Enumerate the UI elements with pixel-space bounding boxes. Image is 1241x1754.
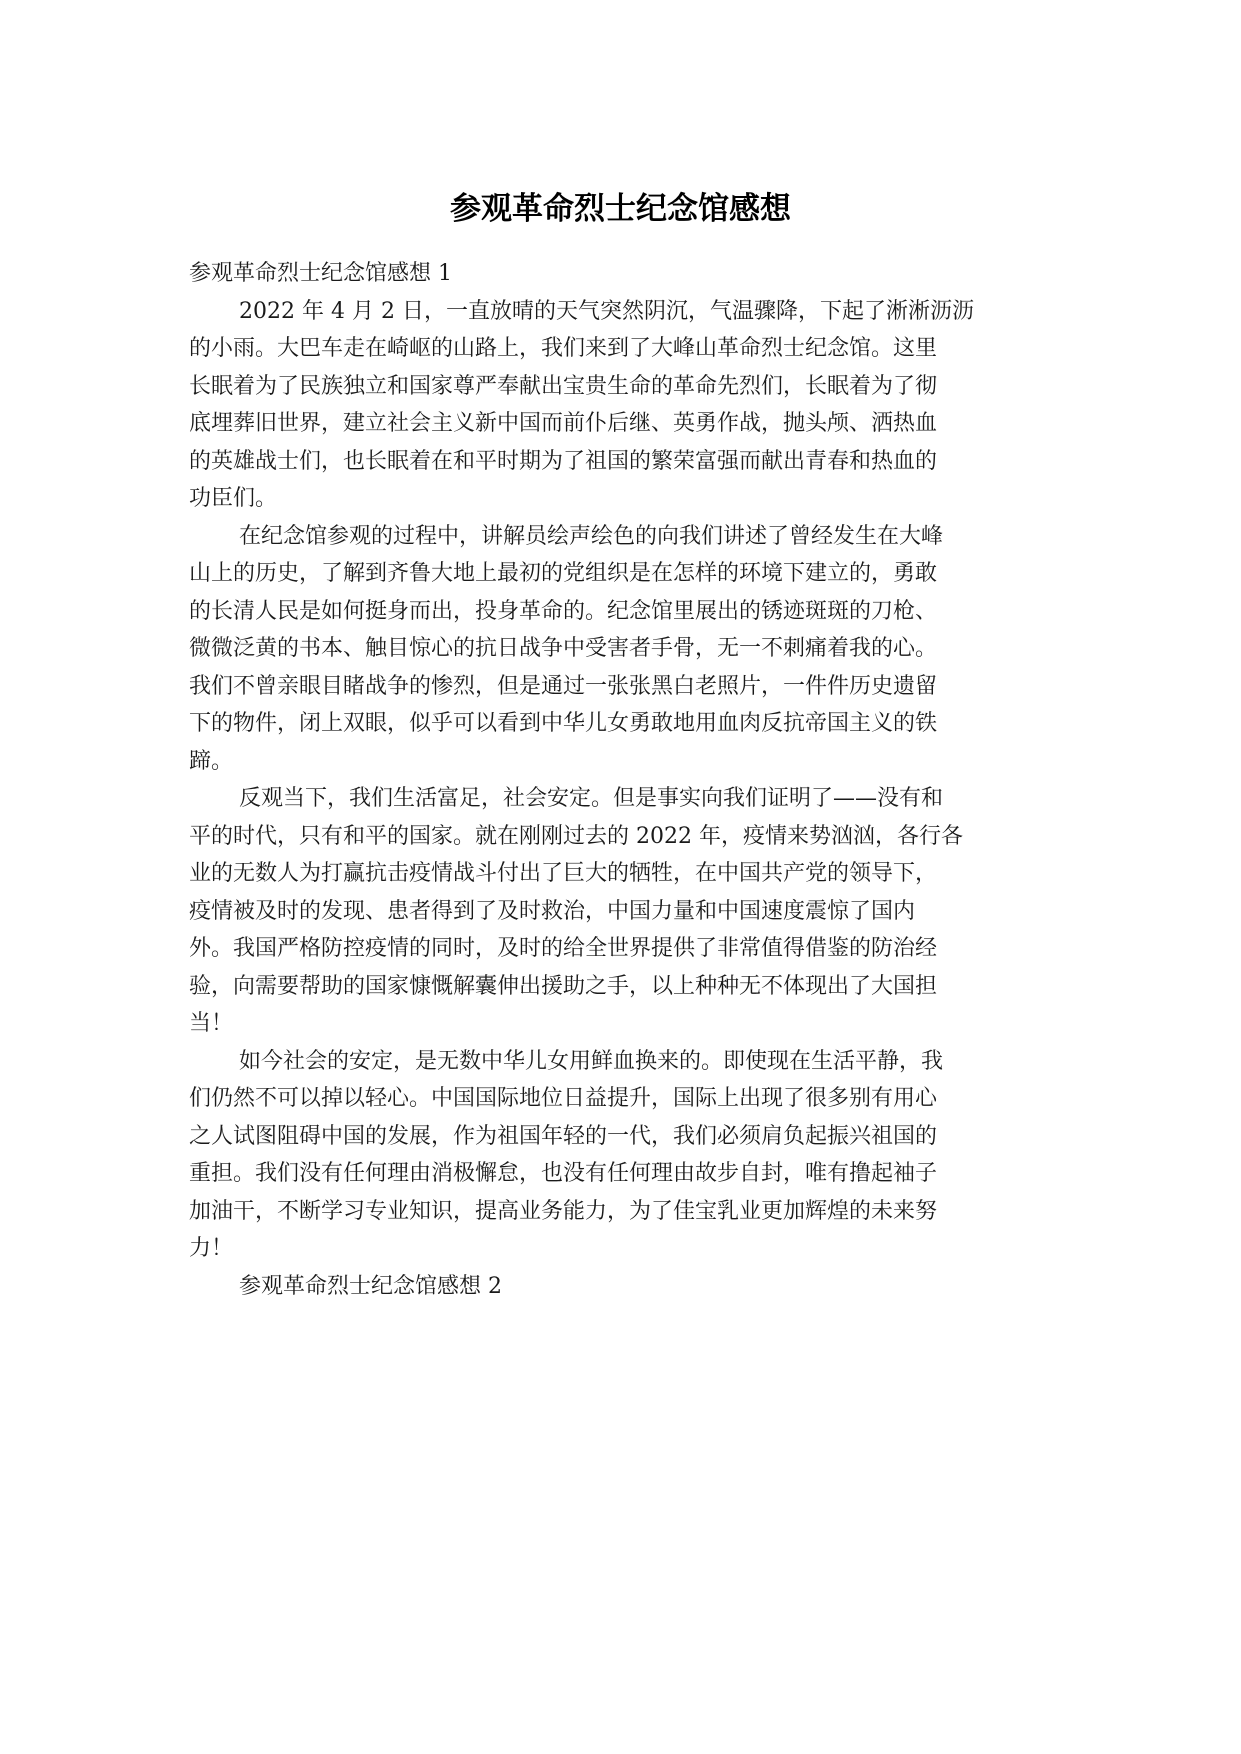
paragraph-1 bbox=[189, 293, 1053, 518]
paragraph-line: 功臣们。 bbox=[189, 486, 278, 511]
section-heading-2: 参观革命烈士纪念馆感想 2 bbox=[239, 1273, 502, 1299]
paragraph-line: 力！ bbox=[189, 1236, 234, 1261]
paragraph-line: 重担。我们没有任何理由消极懈怠，也没有任何理由故步自封，唯有撸起袖子 bbox=[189, 1161, 938, 1186]
document-body bbox=[189, 255, 1053, 1305]
paragraph-line: 长眠着为了民族独立和国家尊严奉献出宝贵生命的革命先烈们，长眠着为了彻 bbox=[189, 373, 938, 399]
paragraph-line: 之人试图阻碍中国的发展，作为祖国年轻的一代，我们必须肩负起振兴祖国的 bbox=[189, 1123, 938, 1149]
section-heading-1: 参观革命烈士纪念馆感想 1 bbox=[189, 261, 452, 286]
paragraph-line: 当！ bbox=[189, 1011, 234, 1036]
paragraph-line: 验，向需要帮助的国家慷慨解囊伸出援助之手，以上种种无不体现出了大国担 bbox=[189, 973, 938, 999]
paragraph-line: 底埋葬旧世界，建立社会主义新中国而前仆后继、英勇作战，抛头颅、洒热血 bbox=[189, 411, 938, 436]
paragraph-3 bbox=[189, 780, 1053, 1043]
paragraph-4 bbox=[189, 1043, 1053, 1268]
paragraph-line: 们仍然不可以掉以轻心。中国国际地位日益提升，国际上出现了很多别有用心 bbox=[189, 1086, 938, 1111]
paragraph-line: 微微泛黄的书本、触目惊心的抗日战争中受害者手骨，无一不刺痛着我的心。 bbox=[189, 636, 938, 661]
paragraph-line: 的小雨。大巴车走在崎岖的山路上，我们来到了大峰山革命烈士纪念馆。这里 bbox=[189, 336, 938, 361]
paragraph-line: 的英雄战士们，也长眠着在和平时期为了祖国的繁荣富强而献出青春和热血的 bbox=[189, 448, 938, 474]
paragraph-2 bbox=[189, 518, 1053, 781]
paragraph-line: 外。我国严格防控疫情的同时，及时的给全世界提供了非常值得借鉴的防治经 bbox=[189, 936, 938, 961]
paragraph-line: 如今社会的安定，是无数中华儿女用鲜血换来的。即使现在生活平静，我 bbox=[239, 1048, 944, 1074]
paragraph-line: 山上的历史，了解到齐鲁大地上最初的党组织是在怎样的环境下建立的，勇敢 bbox=[189, 561, 938, 586]
paragraph-line: 平的时代，只有和平的国家。就在刚刚过去的 2022 年，疫情来势汹汹，各行各 bbox=[189, 823, 963, 849]
paragraph-line: 疫情被及时的发现、患者得到了及时救治，中国力量和中国速度震惊了国内 bbox=[189, 898, 916, 924]
paragraph-line: 加油干，不断学习专业知识，提高业务能力，为了佳宝乳业更加辉煌的未来努 bbox=[189, 1198, 938, 1224]
paragraph-line: 2022 年 4 月 2 日，一直放晴的天气突然阴沉，气温骤降，下起了淅淅沥沥 bbox=[239, 298, 974, 324]
paragraph-line: 下的物件，闭上双眼，似乎可以看到中华儿女勇敢地用血肉反抗帝国主义的铁 bbox=[189, 711, 938, 736]
document-title: 参观革命烈士纪念馆感想 bbox=[450, 191, 791, 227]
paragraph-line: 蹄。 bbox=[189, 748, 234, 774]
paragraph-line: 业的无数人为打赢抗击疫情战斗付出了巨大的牺牲，在中国共产党的领导下， bbox=[189, 861, 938, 886]
paragraph-line: 反观当下，我们生活富足，社会安定。但是事实向我们证明了——没有和 bbox=[239, 786, 944, 811]
paragraph-line: 的长清人民是如何挺身而出，投身革命的。纪念馆里展出的锈迹斑斑的刀枪、 bbox=[189, 598, 938, 624]
paragraph-line: 在纪念馆参观的过程中，讲解员绘声绘色的向我们讲述了曾经发生在大峰 bbox=[239, 523, 944, 549]
paragraph-line: 我们不曾亲眼目睹战争的惨烈，但是通过一张张黑白老照片，一件件历史遗留 bbox=[189, 673, 938, 699]
